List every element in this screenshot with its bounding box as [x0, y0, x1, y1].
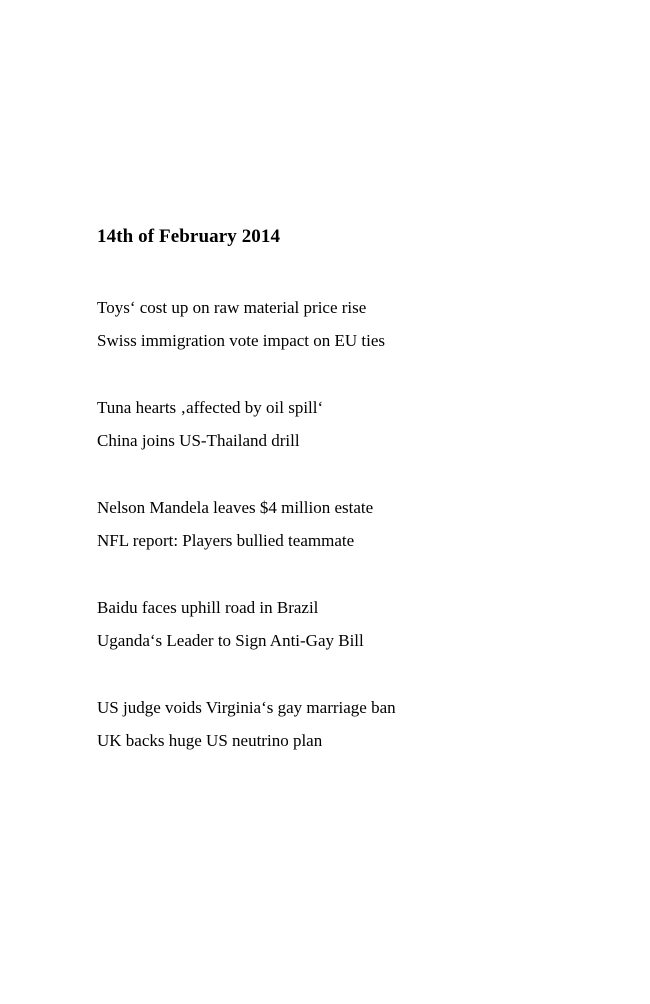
headline-group-4: [97, 591, 617, 657]
headline-group-1: [97, 291, 617, 357]
headline: Uganda‘s Leader to Sign Anti-Gay Bill: [97, 631, 364, 650]
headline: UK backs huge US neutrino plan: [97, 731, 323, 750]
headline: Toys‘ cost up on raw material price rise: [97, 298, 367, 317]
headline: China joins US-Thailand drill: [97, 431, 300, 450]
document-page: [97, 224, 617, 757]
headline: Swiss immigration vote impact on EU ties: [97, 331, 386, 350]
headline-group-5: [97, 691, 617, 757]
headline: Tuna hearts ‚affected by oil spill‘: [97, 398, 324, 417]
headline: Baidu faces uphill road in Brazil: [97, 598, 319, 617]
date-heading: 14th of February 2014: [97, 226, 281, 247]
headline-group-3: [97, 491, 617, 557]
headline: US judge voids Virginia‘s gay marriage ban: [97, 698, 396, 717]
headline: Nelson Mandela leaves $4 million estate: [97, 498, 374, 517]
headline: NFL report: Players bullied teammate: [97, 531, 355, 550]
headline-group-2: [97, 391, 617, 457]
